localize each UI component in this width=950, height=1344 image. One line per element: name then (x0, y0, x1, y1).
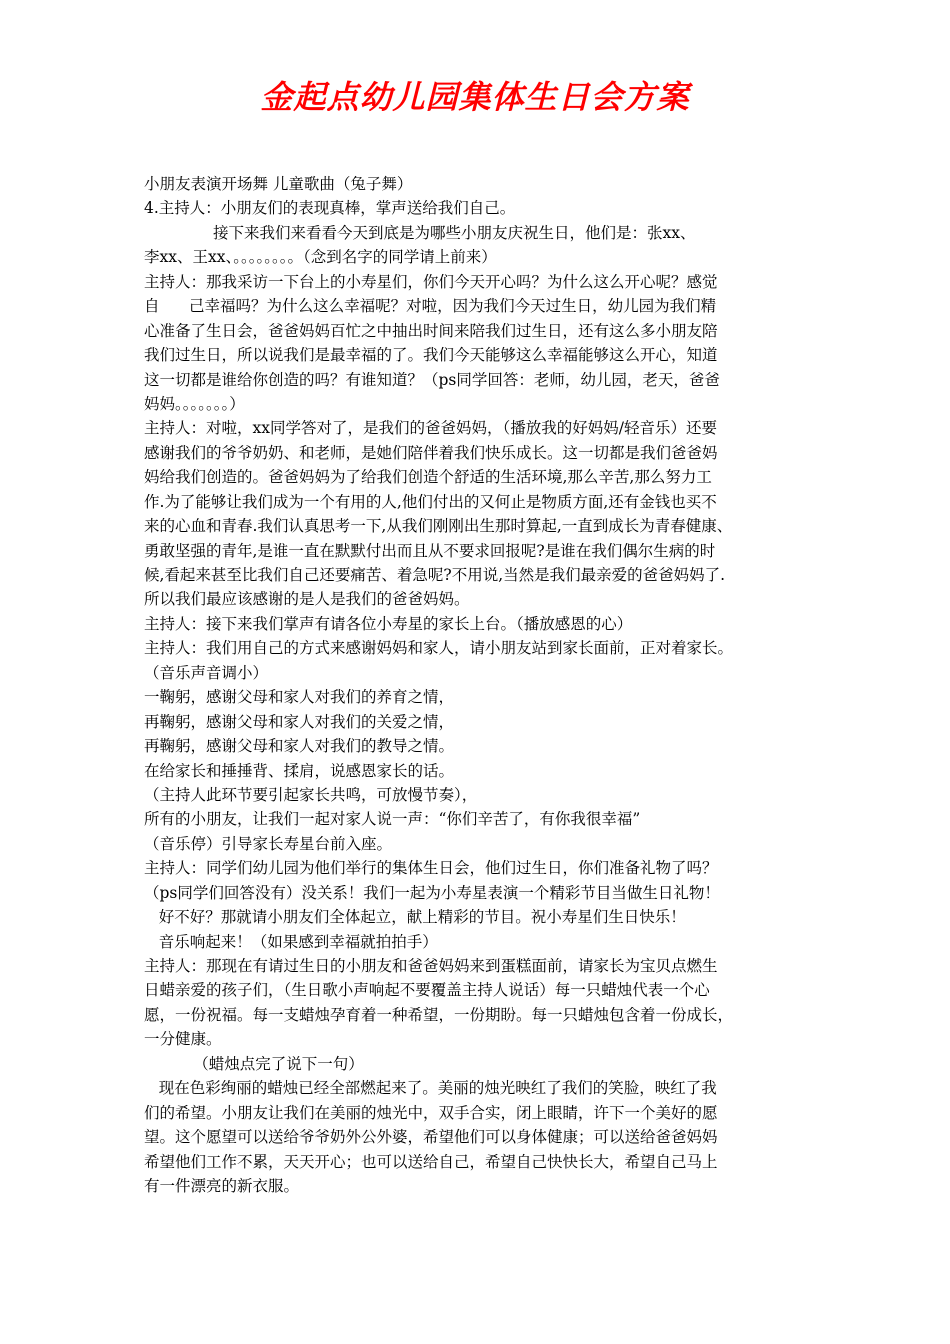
text-line: 来的心血和青春.我们认真思考一下,从我们刚刚出生那时算起,一直到成长为青春健康、 (144, 517, 733, 536)
text-line: （蜡烛点完了说下一句） (144, 1054, 364, 1073)
text-line: （主持人此环节要引起家长共鸣，可放慢节奏）， (144, 785, 478, 804)
text-line: 好不好？那就请小朋友们全体起立，献上精彩的节目。祝小寿星们生日快乐！ (144, 908, 686, 927)
text-line: 现在色彩绚丽的蜡烛已经全部燃起来了。美丽的烛光映红了我们的笑脸，映红了我 (144, 1079, 717, 1098)
text-line: 们的希望。小朋友让我们在美丽的烛光中，双手合实，闭上眼睛，许下一个美好的愿 (144, 1103, 718, 1122)
text-line: 主持人：同学们幼儿园为他们举行的集体生日会，他们过生日，你们准备礼物了吗？ (144, 859, 718, 878)
text-line: 所以我们最应该感谢的是人是我们的爸爸妈妈。 (144, 590, 470, 609)
text-line: 作.为了能够让我们成为一个有用的人,他们付出的又何止是物质方面,还有金钱也买不 (144, 492, 717, 511)
text-line: 一分健康。 (144, 1030, 222, 1049)
text-line: （音乐声音调小） (144, 663, 269, 682)
text-line: 我们过生日，所以说我们是最幸福的了。我们今天能够这么幸福能够这么开心，知道 (144, 346, 718, 365)
text-line: 候,看起来甚至比我们自己还要痛苦、着急呢?不用说,当然是我们最亲爱的爸爸妈妈了. (144, 566, 726, 584)
text-line: 望。这个愿望可以送给爷爷奶外公外婆，希望他们可以身体健康；可以送给爸爸妈妈 (144, 1128, 718, 1147)
text-line: 妈给我们创造的。爸爸妈妈为了给我们创造个舒适的生活环境,那么辛苦,那么努力工 (144, 468, 712, 487)
text-line: 再鞠躬，感谢父母和家人对我们的教导之情。 (144, 737, 455, 756)
text-line: 希望他们工作不累，天天开心；也可以送给自己，希望自己快快长大，希望自己马上 (144, 1152, 718, 1171)
text-line: 自 己幸福吗？为什么这么幸福呢？对啦，因为我们今天过生日，幼儿园为我们精 (144, 297, 717, 316)
text-line: 主持人：我们用自己的方式来感谢妈妈和家人，请小朋友站到家长面前，正对着家长。 (144, 639, 734, 658)
document-title: 金起点幼儿园集体生日会方案 (260, 78, 690, 116)
text-line: 勇敢坚强的青年,是谁一直在默默付出而且从不要求回报呢?是谁在我们偶尔生病的时 (144, 541, 716, 560)
text-line: 李xx、王xx、。。。。。。。。（念到名字的同学请上前来） (144, 248, 497, 267)
text-line: 音乐响起来！（如果感到幸福就拍拍手） (144, 932, 438, 951)
text-line: 一鞠躬，感谢父母和家人对我们的养育之情， (144, 688, 455, 707)
document-body (144, 172, 824, 1198)
text-line: 主持人：那现在有请过生日的小朋友和爸爸妈妈来到蛋糕面前，请家长为宝贝点燃生 (144, 957, 718, 975)
text-line: 感谢我们的爷爷奶奶、和老师，是她们陪伴着我们快乐成长。这一切都是我们爸爸妈 (144, 443, 718, 462)
text-line: 心准备了生日会，爸爸妈妈百忙之中抽出时间来陪我们过生日，还有这么多小朋友陪 (144, 321, 718, 340)
text-line: 主持人：对啦，xx同学答对了，是我们的爸爸妈妈，（播放我的好妈妈/轻音乐）还要 (144, 419, 717, 438)
text-line: 这一切都是谁给你创造的吗？有谁知道？（ps同学回答：老师，幼儿园，老天，爸爸 (144, 370, 720, 389)
text-line: 愿，一份祝福。每一支蜡烛孕育着一种希望，一份期盼。每一只蜡烛包含着一份成长， (144, 1005, 734, 1024)
text-line: 有一件漂亮的新衣服。 (144, 1176, 300, 1195)
text-line: 主持人：接下来我们掌声有请各位小寿星的家长上台。（播放感恩的心） (144, 614, 633, 633)
text-line: 所有的小朋友，让我们一起对家人说一声：“你们辛苦了，有你我很幸福” (144, 810, 641, 829)
text-line: 主持人：那我采访一下台上的小寿星们，你们今天开心吗？为什么这么开心呢？感觉 (144, 272, 718, 291)
text-line: 小朋友表演开场舞 儿童歌曲（兔子舞） (144, 175, 413, 193)
text-line: 在给家长和捶捶背、揉肩，说感恩家长的话。 (144, 761, 455, 780)
text-line: 接下来我们来看看今天到底是为哪些小朋友庆祝生日，他们是：张xx、 (144, 223, 696, 242)
text-line: 日蜡亲爱的孩子们，（生日歌小声响起不要覆盖主持人说话）每一只蜡烛代表一个心 (144, 981, 710, 1000)
text-line: （音乐停）引导家长寿星台前入座。 (144, 834, 393, 853)
text-line: （ps同学们回答没有）没关系！我们一起为小寿星表演一个精彩节目当做生日礼物！ (144, 883, 720, 902)
text-line: 4.主持人：小朋友们的表现真棒，掌声送给我们自己。 (144, 199, 516, 218)
text-line: 妈妈。。。。。。。） (144, 394, 245, 413)
text-line: 再鞠躬，感谢父母和家人对我们的关爱之情， (144, 712, 455, 731)
